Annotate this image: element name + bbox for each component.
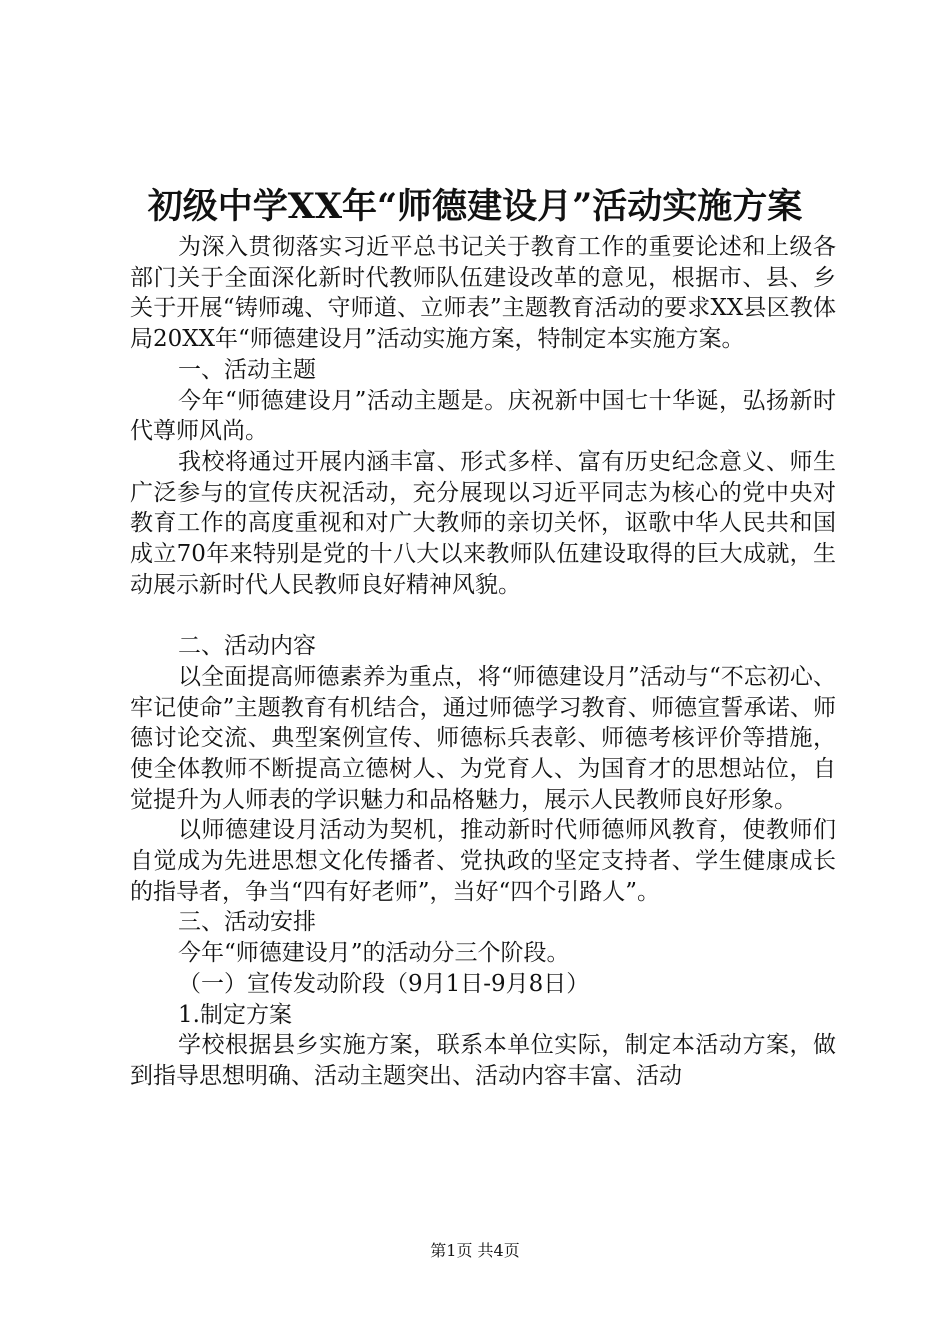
plan-paragraph: 学校根据县乡实施方案，联系本单位实际，制定本活动方案，做到指导思想明确、活动主题突出、活动内容丰富、活动 bbox=[130, 1032, 836, 1089]
section-heading-arrangement: 三、活动安排 bbox=[178, 909, 316, 936]
arrangement-paragraph: 今年“师德建设月”的活动分三个阶段。 bbox=[178, 940, 570, 967]
section-heading-theme: 一、活动主题 bbox=[178, 356, 316, 383]
content-detail-paragraph: 以师德建设月活动为契机，推动新时代师德师风教育，使教师们自觉成为先进思想文化传播者、党执政的坚定支持者、学生健康成长的指导者，争当“四有好老师”，当好“四个引路人”。 bbox=[130, 817, 836, 905]
blank-line bbox=[130, 600, 836, 631]
intro-paragraph: 为深入贯彻落实习近平总书记关于教育工作的重要论述和上级各部门关于全面深化新时代教师队伍建设改革的意见，根据市、县、乡关于开展“铸师魂、守师道、立师表”主题教育活动的要求XX县区教体局20XX年“师德建设月”活动实施方案，特制定本实施方案。 bbox=[130, 234, 836, 353]
document-title: 初级中学XX年“师德建设月”活动实施方案 bbox=[147, 186, 803, 227]
theme-paragraph: 今年“师德建设月”活动主题是。庆祝新中国七十华诞，弘扬新时代尊师风尚。 bbox=[130, 387, 836, 445]
stage-heading: （一）宣传发动阶段（9月1日-9月8日） bbox=[178, 970, 590, 997]
page-footer: 第1页 共4页 bbox=[430, 1241, 520, 1260]
theme-detail-paragraph: 我校将通过开展内涵丰富、形式多样、富有历史纪念意义、师生广泛参与的宣传庆祝活动，充分展现以习近平同志为核心的党中央对教育工作的高度重视和对广大教师的亲切关怀，讴歌中华人民共和国成立70年来特别是党的十八大以来教师队伍建设取得的巨大成就，生动展示新时代人民教师良好精神风貌。 bbox=[130, 448, 836, 598]
section-heading-content: 二、活动内容 bbox=[178, 633, 316, 660]
content-paragraph: 以全面提高师德素养为重点，将“师德建设月”活动与“不忘初心、牢记使命”主题教育有机结合，通过师德学习教育、师德宣誓承诺、师德讨论交流、典型案例宣传、师德标兵表彰、师德考核评价等措施，使全体教师不断提高立德树人、为党育人、为国育才的思想站位，自觉提升为人师表的学识魅力和品格魅力，展示人民教师良好形象。 bbox=[130, 663, 836, 813]
subsection-heading: 1.制定方案 bbox=[178, 1001, 292, 1028]
document-body bbox=[130, 232, 836, 1092]
